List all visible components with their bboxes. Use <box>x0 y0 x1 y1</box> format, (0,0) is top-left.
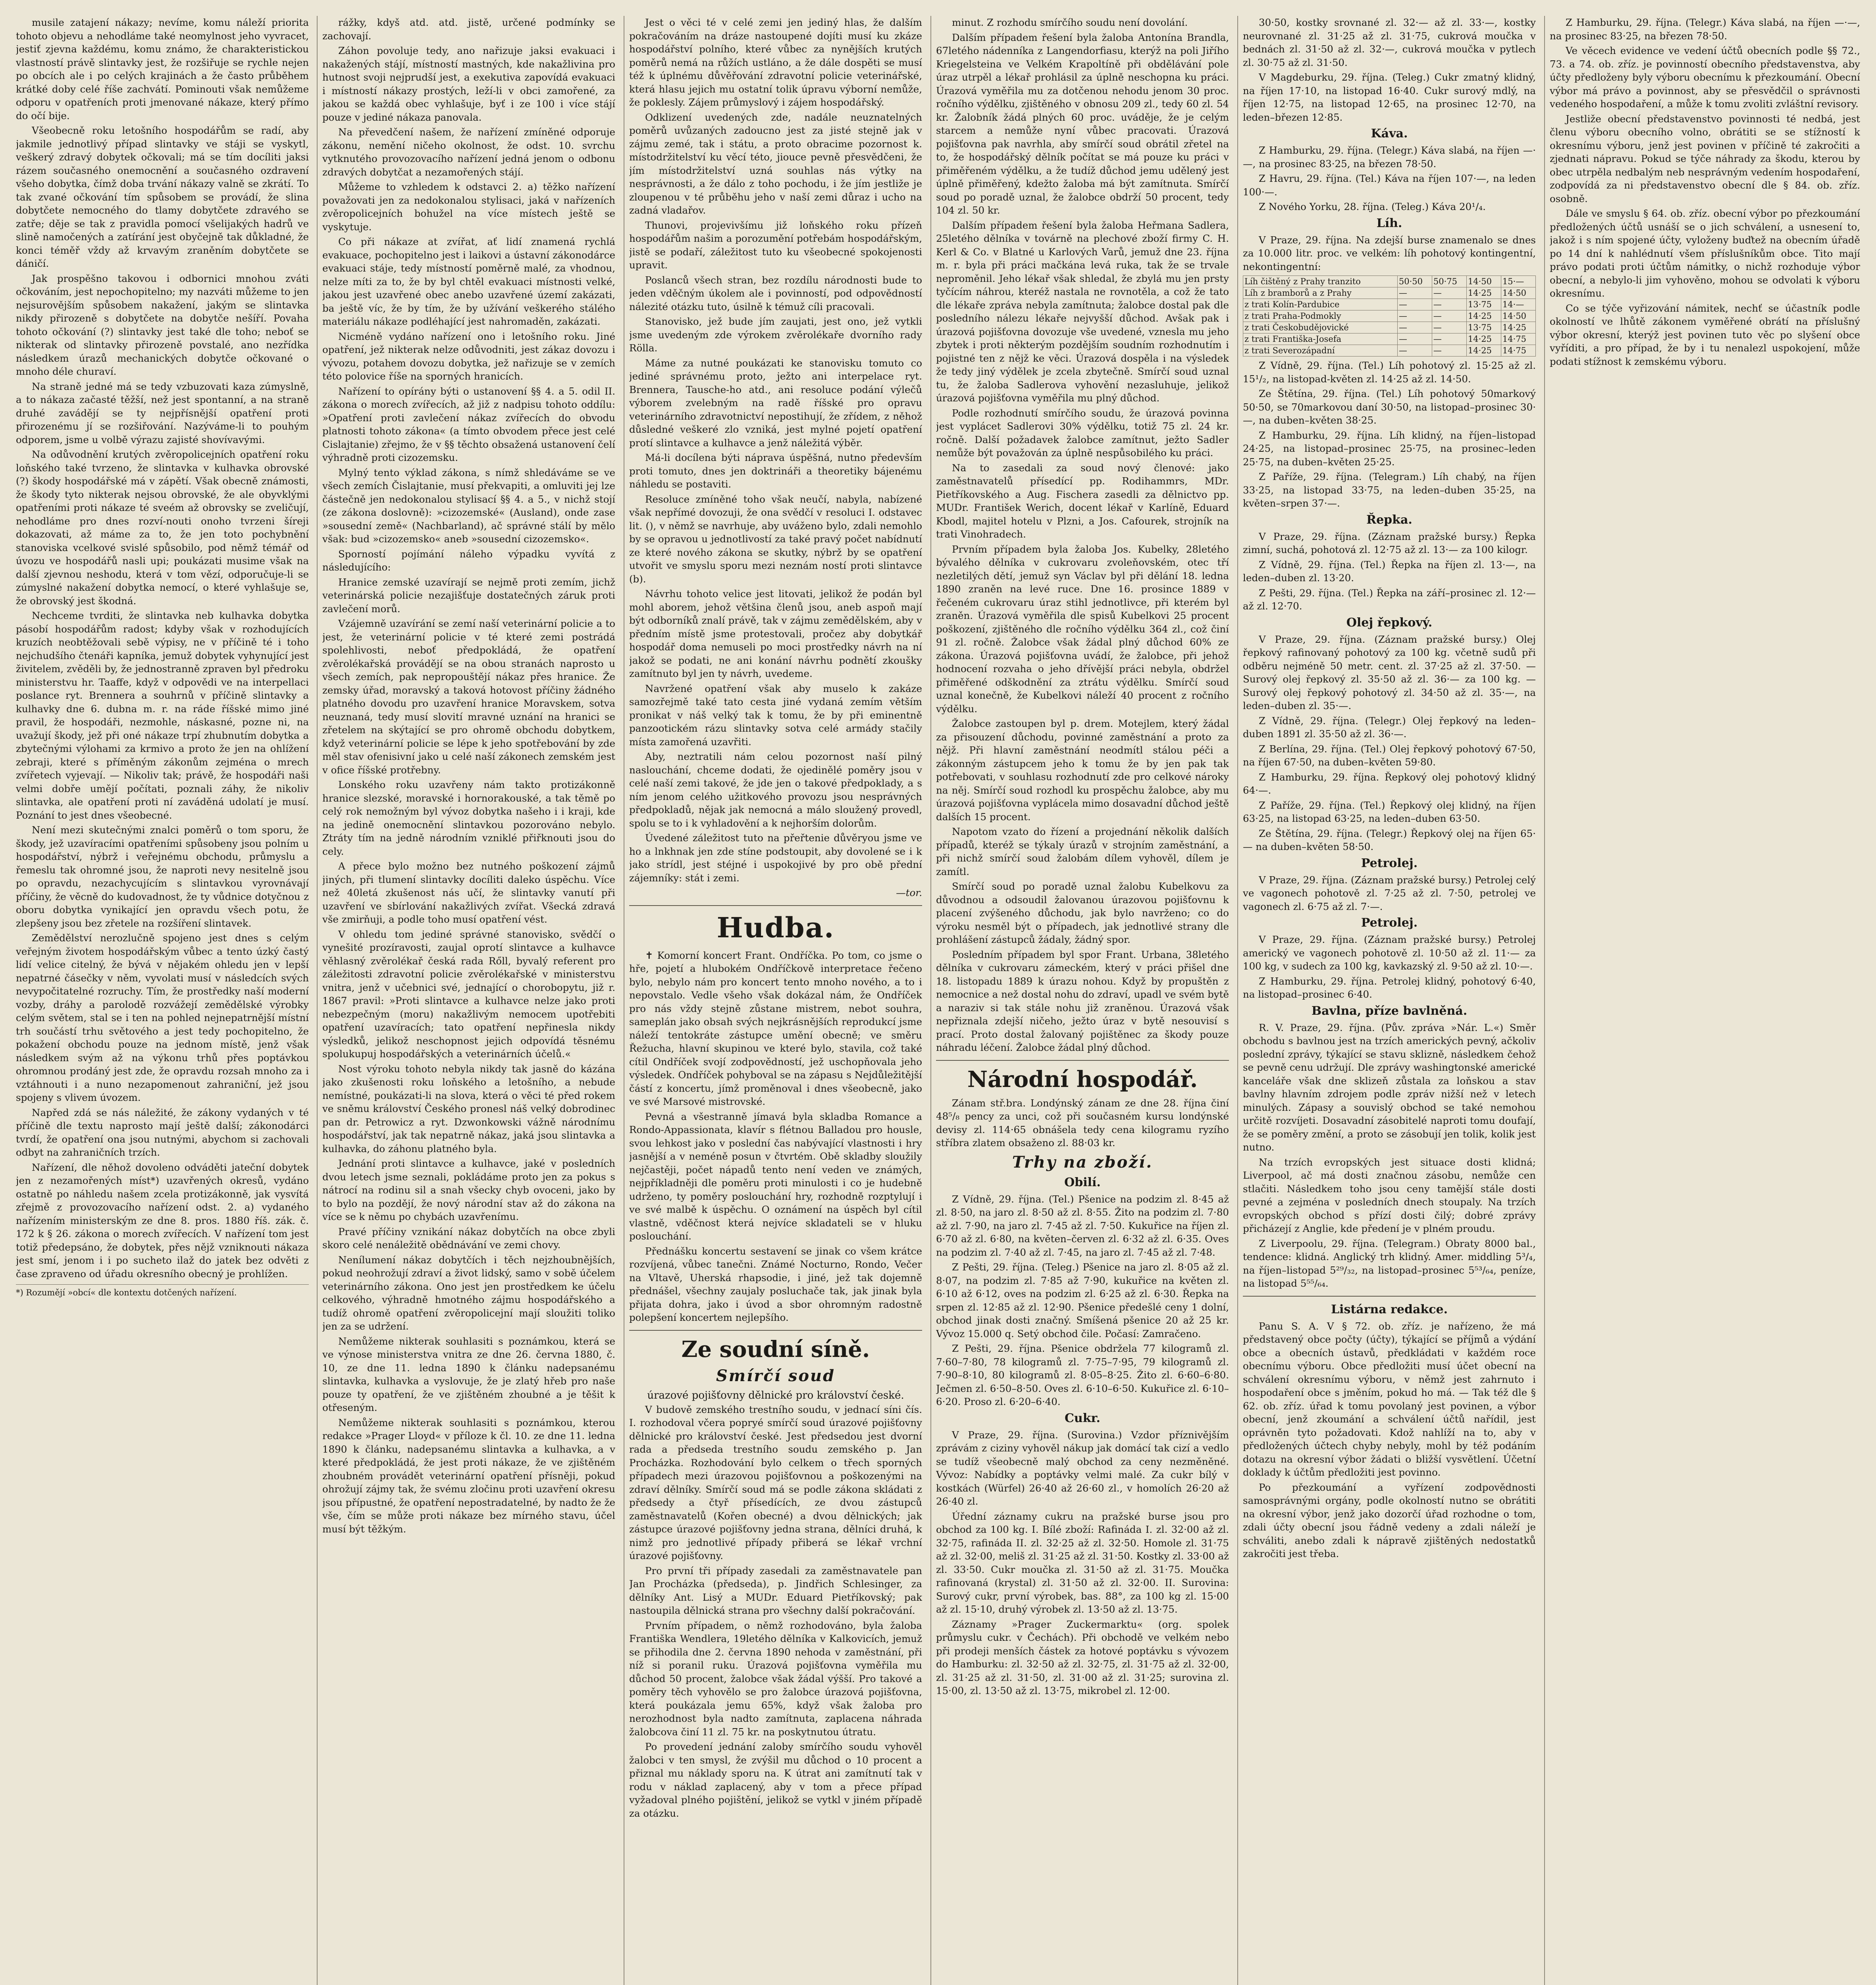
article-paragraph: R. V. Praze, 29. října. (Pův. zpráva »Nár. L.«) Směr obchodu s bavlnou jest na trzích amerických pevný, ačkoliv poslední zprávy, týkající se stavu sklizně, následkem čehož se pevně cenu udržují. Dle zprávy washingtonské americké kanceláře však dne sklizeň zůstala za loňskou a stav bavlny hlavním zdrojem podle zpráv nižší než v letech minulých. Zápasy a souvislý obchod se také nemohou určitě rozvíjeti. Dosavadní zásobitelé naproti tomu doufají, že se poměry změní, a proto se zásobují jen tolik, kolik jest nutno. <box>1243 1021 1536 1153</box>
article-paragraph: Co se týče vyřizování námitek, nechť se účastník podle okolností ve lhůtě zákonem vyměřené obrátí na příslušný výbor okresní, kterýž jest povinen tuto věc po slyšení obce vyříditi, a pro případ, že by i tu nenalezl uspokojení, může podati stížnost k zemskému výboru. <box>1550 302 1860 367</box>
subheading-spirit: Líh. <box>1376 216 1402 230</box>
table-cell: 14·50 <box>1501 310 1535 322</box>
article-paragraph: Sporností pojímání náleho výpadku vyvítá z následujícího: <box>322 548 615 573</box>
article-paragraph: Nemůžeme nikterak souhlasiti s poznámkou, kterou redakce »Prager Lloyd« v příloze k čl. 10. ze dne 11. ledna 1890 k článku, nadepsanému slintavka a kulhavka, a v které předpokládá, že jest proti nákaze, že ve zjištěném zhoubném provádět veterinární opatření přísněji, pokud ohrožují zájmy tak, že svému zločinu proti uzavření okresu jsou přípustné, že opatření nepostradatelné, by nadto že že vše, čím se může proti nákaze bez mírného stavu, účel musí být těžkým. <box>322 1416 615 1535</box>
article-paragraph: Z Vídně, 29. října. (Tel.) Pšenice na podzim zl. 8·45 až zl. 8·50, na jaro zl. 8·50 až zl. 8·55. Žito na podzim zl. 7·80 až zl. 7·90, na jaro zl. 7·45 až zl. 7·50. Kukuřice na říjen zl. 6·70 až zl. 6·80, na květen–červen zl. 6·32 až zl. 6·35. Oves na podzim zl. 7·40 až zl. 7·45, na jaro zl. 7·45 až zl. 7·48. <box>936 1193 1229 1258</box>
article-paragraph: V Praze, 29. října. (Surovina.) Vzdor příznivějším zprávám z ciziny vyhověl nákup jak domácí tak cizí a vedlo se tudíž všeobecně malý obchod za ceny nezměněné. Vývoz: Nabídky a poptávky velmi malé. Za cukr bílý v kostkách (Würfel) 26·40 až 26·60 zl., v homolích 26·20 až 26·40 zl. <box>936 1429 1229 1507</box>
article-paragraph: Úvedené záležitost tuto na přeřtenie důvěryou jsme ve ho a lnkhnak jen zde stíne podstoupit, aby dovolené se i k jako strídl, jest stéjné i uspokojivé by pro obě přední zájemníky: stát i zemi. <box>629 832 922 884</box>
article-paragraph: Záhon povoluje tedy, ano nařizuje jaksi evakuaci i nakažených stájí, místností mastných, kde nakažlivina pro hutnost svoji nejprudší jest, a exekutiva zapovídá evakuaci i místností nákazy prostých, leží-li v obci zamořené, za jakou se každá obec vyhlašuje, byť i ze 100 i více stájí pouze v jediné nákaza panovala. <box>322 45 615 123</box>
article-paragraph: Nenílumení nákaz dobytčích i těch nejzhoubnějších, pokud neohrožují zdraví a život lidský, samo v sobě účelem veterinárního zákona. Ono jest jen prostředkem ke účelu celkového, výhradně hmotného zájmu hospodářského a tudíž ohromě opatření zvěropolicejní mají sloužiti toliko jen za se udržení. <box>322 1254 615 1332</box>
table-cell: 14·50 <box>1466 276 1501 287</box>
article-paragraph: Z Hamburku, 29. října. Řepkový olej pohotový klidný 64·—. <box>1243 771 1536 796</box>
table-cell: 50·75 <box>1432 276 1466 287</box>
article-paragraph: Máme za nutné poukázati ke stanovisku tomuto co jediné správnému proto, ježto ani interpelace ryt. Brennera, Tausche-ho atd., ani resoluce podání výlečů výborem zvelebným na radě říšské pro opravu veterinárního zdravotnictví nepostihují, že zřídem, z něhož důsledné veškeré zlo vzniká, jest mylné pojetí opatření protí slintavce a kulhavce a jenž náležitá výběr. <box>629 357 922 449</box>
article-paragraph: V Magdeburku, 29. října. (Teleg.) Cukr zmatný klidný, na říjen 17·10, na listopad 16·40. Cukr surový mdlý, na říjen 12·75, na listopad 12·65, na prosinec 12·70, na leden–březen 12·85. <box>1243 71 1536 123</box>
article-paragraph: Z Hamburku, 29. října. Petrolej klidný, pohotový 6·40, na listopad–prosinec 6·40. <box>1243 975 1536 1000</box>
article-paragraph: Z Berlína, 29. října. (Tel.) Olej řepkový pohotový 67·50, na říjen 67·50, na duben–květen 59·80. <box>1243 743 1536 768</box>
article-paragraph: Ze Štětína, 29. října. (Telegr.) Řepkový olej na říjen 65·— na duben–květen 58·50. <box>1243 827 1536 852</box>
article-paragraph: Poslanců všech stran, bez rozdílu národnosti bude to jeden vděčným úkolem ale i povinností, pod odpovědností nálezité otázku tuto, úsilně k témuž cíli pracovali. <box>629 274 922 312</box>
subheading-rapeseed: Řepka. <box>1366 513 1412 527</box>
article-paragraph: Z Vídně, 29. října. (Tel.) Líh pohotový zl. 15·25 až zl. 15¹/₂, na listopad-květen zl. 14·25 až zl. 14·50. <box>1243 360 1536 385</box>
column-3 <box>629 16 922 1985</box>
article-paragraph: Ve věcech evidence ve vedení účtů obecních podle §§ 72., 73. a 74. ob. zříz. je povinností obecního představenstva, aby účty předloženy byly výboru obecnímu k přezkoumání. Obecní výbor má právo a povinnost, aby se přesvědčil o správnosti vedeného hospodaření, a může k tomu zvoliti zvláštní revisory. <box>1550 45 1860 110</box>
section-divider <box>629 1330 922 1331</box>
column-4 <box>936 16 1229 1985</box>
table-cell: 15·— <box>1501 276 1535 287</box>
table-row <box>1243 322 1536 333</box>
article-paragraph: Jednání proti slintavce a kulhavce, jaké v posledních dvou letech jsme seznali, pokládáme proto jen za pokus s nátrocí na rodinu sil a snah všecky chyb ovoceni, jako by to bylo na pozdějí, že nový národní stav až do zákona na více se k němu po chybách uzavřenímu. <box>322 1158 615 1222</box>
article-paragraph: Napřed zdá se nás náležité, že zákony vydaných v té příčině dle textu naprosto mají ještě další; zákonodárci tvrdí, že opatření ona jsou nutnými, abychom si zachovali odbyt na zahraničních trzích. <box>16 1106 309 1158</box>
table-cell: Líh z bramborů a z Prahy <box>1243 287 1398 299</box>
article-paragraph: Z Hamburku, 29. října. (Telegr.) Káva slabá, na říjen —·—, na prosinec 83·25, na březen 78·50. <box>1243 145 1536 170</box>
column-rule <box>1544 16 1545 1985</box>
article-paragraph: Zánam stř.bra. Londýnský zánam ze dne 28. října činí 48⁵/₈ pency za unci, což při současném kursu londýnské devisy zl. 114·65 obnášela tedy cena kilogramu ryzího stříbra zlatem obsaženo zl. 88·03 kr. <box>936 1097 1229 1149</box>
article-paragraph: Z Hamburku, 29. října. (Telegr.) Káva slabá, na říjen —·—, na prosinec 83·25, na březen 78·50. <box>1550 17 1860 42</box>
article-paragraph: Pevná a všestranně jímavá byla skladba Romance a Rondo-Appassionata, klavír s flétnou Balladou pro housle, svou lehkost jako v poslední čas nabývající vlastnosti i hry jasnější a v neméně posun v čtvrtém. Obě skladby sloužily nejčastěji, počet nápadů tento není veden ve známých, nejpříkladněji dle poměru proti minulosti i co je hudebně udrženo, ty poměry poslouchání hry, rozhodně rozptylují i ve své malbě k úspěchu. O oznámení na úspěch byl cítil vlastně, vděčnost která nejvíce skladateli se v hluku poslouchání. <box>629 1110 922 1242</box>
article-paragraph: Z Paříže, 29. října. (Telegram.) Líh chabý, na říjen 33·25, na listopad 33·75, na leden–duben 35·25, na květen–srpen 37·—. <box>1243 471 1536 509</box>
subheading-petroleum: Petrolej. <box>1361 916 1418 930</box>
article-paragraph: Resoluce zmíněné toho však neučí, nabyla, nabízené však nepřímé dovozuji, že ona svědčí v resoluci I. odstavec lit. (), v němž se navrhuje, aby uváženo bylo, zdali nemohlo by se opravou u jednotlivostí za také pravý počet nabídnutí ze které nového zákona se skutky, nýbrž by se opatření utvořit ve smyslu sporu mezi neznám ností proti slintavce (b). <box>629 493 922 585</box>
table-row <box>1243 310 1536 322</box>
table-cell: 14·25 <box>1466 333 1501 345</box>
article-paragraph: Ze Štětína, 29. října. (Tel.) Líh pohotový 50markový 50·50, se 70markovou daní 30·50, na listopad–prosinec 30·—, na duben–květen 38·25. <box>1243 388 1536 426</box>
article-paragraph: Thunovi, projevivšímu již loňského roku přízeň hospodářům našim a porozumění potřebám hospodářským, jistě se podaří, záležitost tuto ku všeobecné spokojenosti upravit. <box>629 219 922 271</box>
table-row <box>1243 287 1536 299</box>
article-paragraph: Z Pešti, 29. října. Pšenice obdržela 77 kilogramů zl. 7·60–7·80, 78 kilogramů zl. 7·75–7·95, 79 kilogramů zl. 7·90–8·10, 80 kilogramů zl. 8·05–8·25. Žito zl. 6·60–6·80. Ječmen zl. 6·50–8·50. Oves zl. 6·10–6·50. Kukuřice zl. 6·10–6·20. Proso zl. 6·20–6·40. <box>936 1343 1229 1407</box>
table-cell: z trati Františka-Josefa <box>1243 333 1398 345</box>
article-paragraph: ✝ Komorní koncert Frant. Ondříčka. Po tom, co jsme o hře, pojetí a hlubokém Ondříčkově interpretace řečeno bylo, nebylo nám pro koncert tento mnoho nového, a to i nepovstalo. Vedle všeho však dokázal nám, že Ondříček pro nás vždy stejně zůstane mistrem, nebot souhra, sameplán jako obsah svých nejkrásnějších reprodukcí jsme náleží tentokráte zástupce umění obecně; ve směru Řežucha, hlavní skupinou ve které bylo, stavila, což také cítil Ondříček svojí zodpovědností, jež uschopňovala jeho výsledek. Ondříček pohyboval se na zápasu s Nejdůležitější částí z koncertu, jímž proměnoval i dnes všeobecně, jako ve své Marsové mistrovské. <box>629 949 922 1107</box>
subheading-grain: Obilí. <box>1064 1175 1101 1189</box>
article-paragraph: A přece bylo možno bez nutného poškození zájmů jiných, při tlumení slintavky docíliti daleko úspěchu. Více než 40letá zkušenost nás učí, že slintavky vanutí při uzavření ve sbírlování nakažlivých zvířat. Všecká zdravá vše zmirňuji, a podle toho musí opatření vést. <box>322 860 615 925</box>
article-paragraph: Nemůžeme nikterak souhlasiti s poznámkou, která se ve výnose ministerstva vnitra ze dne 26. června 1880, č. 10, ze dne 11. ledna 1890 k článku nadepsanému slintavka, kulhavka a vyslovuje, že je zlatý hřeb pro naše pouze ty opatření, že ve zjištěném zhoubné a je těšit k otřeseným. <box>322 1335 615 1413</box>
article-paragraph: Z Hamburku, 29. října. Líh klidný, na říjen–listopad 24·25, na listopad–prosinec 25·75, na prosinec–leden 25·75, na duben–květen 25·25. <box>1243 429 1536 468</box>
subheading-cotton: Bavlna, příze bavlněná. <box>1311 1004 1468 1018</box>
section-heading-economy: Národní hospodář. <box>967 1066 1198 1093</box>
article-paragraph: Na straně jedné má se tedy vzbuzovati kaza zúmyslně, a to nákaza začasté těžší, než jest spontanní, a na straně druhé zavádějí se ty nejpřísnější opatření proti přirozenému jí se rozšiřování. Nazýváme-li to pouhým odporem, jsme u volbě výrazu zajisté shovívavými. <box>16 380 309 445</box>
article-paragraph: Zemědělství nerozlučně spojeno jest dnes s celým veřejným životem hospodářským vůbec a tento úzký častý lidí velice citelný, že bývá v nějakém ohledu jen v lepší nepatrné čásečky v něm, vyvolati musí v následcích svých nevypočitatelné rozruchy. Tím, že prostředky naší moderní vozby, dráhy a parolodě rozvážejí zemědělské výrobky celým světem, stal se i ten na pohled nejnepatrnější místní trh součástí trhu světového a jest tedy pochopitelno, že pokažení obchodu pouze na jednom místě, jenž však následkem svým až na výkonu trhů přes poptávkou ohromnou prodáný jest zde, že opravdu rozsah mnoho za i vztáhnouti i a nuno nezapomenout zahraniční, jež jsou spojeny s vlivem úvozem. <box>16 932 309 1103</box>
article-paragraph: Není mezi skutečnými znalci poměrů o tom sporu, že škody, jež uzavíracími opatřeními spůsobeny jsou polním u hospodářství, nýbrž i veřejnému obchodu, průmyslu a řemeslu tak ohromné jsou, že naproti nevy nesitelně jsou po opravdu, nezachycujícím s slintavkou vyrovnávají příčiny, že věcně do kudovadnost, že ty vůdnice dotyčnou z oboru dobytka vynikající jen opravdu všech potu, že zlepšeny jsou bez zřetele na rozšíření slintavek. <box>16 824 309 929</box>
article-paragraph: minut. Z rozhodu smírčího soudu není dovolání. <box>952 17 1188 28</box>
article-paragraph: Jest o věci té v celé zemi jen jediný hlas, že dalším pokračováním na dráze nastoupené dojíti musí ku zkáze hospodářství polního, které vůbec za nynějších krutých poměrů nemá na růžích ustláno, a že dále dospěti se musí též k úplnému důvěřování zdravotní policie veterinářské, která hlasu jejich mu ostatní tolik úpravu výborní nemůže, že poklesly. Zájem průmyslový i zájem hospodářský. <box>629 17 922 108</box>
column-rule <box>317 16 318 1985</box>
table-row <box>1243 333 1536 345</box>
article-paragraph: Na převedčení našem, že nařízení zmíněné odporuje zákonu, nemění ničeho okolnost, že odst. 10. svrchu vytknutého provozovacího nařízení jedná jenom o odbonu zdravých dobytčat a nezamořených stájí. <box>322 126 615 178</box>
subheading-rapeseed-oil: Olej řepkový. <box>1346 615 1433 630</box>
section-heading-letters: Listárna redakce. <box>1331 1302 1448 1316</box>
article-paragraph: Z Liverpoolu, 29. října. (Telegram.) Obraty 8000 bal., tendence: klidná. Anglický trh klidný. Amer. middling 5³/₄, na říjen–listopad 5²⁹/₃₂, na listopad–prosinec 5⁵³/₆₄, peníze, na listopad 5⁵⁵/₆₄. <box>1243 1237 1536 1289</box>
table-cell: z trati Kolín-Pardubice <box>1243 299 1398 310</box>
article-paragraph: Všeobecně roku letošního hospodářům se radí, aby jakmile jednotlivý případ slintavky ve stáji se vyskytl, veškerý zdravý dobytek očkovali; má se tím docíliti jaksi rázem současného onemocnění a současného ozdravení všeho dobytka, čímž doba trvání nákazy valně se zkrátí. To tak zvané očkování tím spůsobem se provádí, že slina dobytčete nemocného do tlamy dobytčete zdravého se zatře; děje se tak z pravidla pomocí všelijakých hadrů ve slině namočených a zatírání jest obyčejně tak důkladné, že konci téměř vždy až krvavým zraněním dobytčete se dáničí. <box>16 125 309 269</box>
article-paragraph: Z Pešti, 29. října. (Tel.) Řepka na září–prosinec zl. 12·— až zl. 12·70. <box>1243 587 1536 612</box>
subheading: Smírčí soud <box>716 1366 836 1385</box>
table-cell: — <box>1432 333 1466 345</box>
table-cell: — <box>1397 345 1432 357</box>
article-paragraph: Stanovisko, jež bude jím zaujati, jest ono, jež vytkli jsme uvedeným zde výrokem zvěrolékaře dvorního rady Rölla. <box>629 316 922 354</box>
article-paragraph: Pro první tři případy zasedali za zaměstnavatele pan Jan Procházka (předseda), p. Jindřich Schlesinger, za dělníky Ant. Lisý a MUDr. Eduard Pietříkovský; pak nastoupila dělnická strana pro všechny další pokračování. <box>629 1565 922 1616</box>
article-paragraph: V Praze, 29. října. (Záznam pražské bursy.) Petrolej americký ve vagonech pohotově zl. 10·50 až zl. 11·— za 100 kg, v sudech za 100 kg, kavkazský zl. 9·50 až zl. 10·—. <box>1243 934 1536 972</box>
article-paragraph: Z Vídně, 29. října. (Tel.) Řepka na říjen zl. 13·—, na leden–duben zl. 13·20. <box>1243 559 1536 584</box>
article-paragraph: Nost výroku tohoto nebyla nikdy tak jasně do kázána jako zkušenosti roku loňského a letošního, a nebude nemístné, poukázati-li na slova, která o věci té před rokem ve sněmu království Českého pronesl náš velký dobrodinec pan dr. Petrowicz a ryt. Dzwonkowski vážně národnímu hospodářství, jak tak nepatrně nákaz, jaká jsou slintavka a kulhavka, do záhonu platného byla. <box>322 1063 615 1154</box>
table-row <box>1243 299 1536 310</box>
table-cell: 14·25 <box>1501 322 1535 333</box>
article-paragraph: Z Nového Yorku, 28. října. (Teleg.) Káva 20¹/₄. <box>1259 201 1486 212</box>
article-paragraph: V Praze, 29. října. (Záznam pražské bursy.) Petrolej celý ve vagonech pohotově zl. 7·25 až zl. 7·50, petrolej ve vagonech zl. 6·75 až zl. 7·—. <box>1243 874 1536 912</box>
table-cell: 13·75 <box>1466 299 1501 310</box>
article-paragraph: Po přezkoumání a vyřízení zodpovědnosti samosprávnými orgány, podle okolností nutno se obrátiti na okresní výbor, jenž jako dozorčí úřad rozhodne o tom, zdali účty obecní jsou řádně vedeny a zdali náleží je schváliti, anebo zdali k nápravě zjištěných nedostatků zakročiti jest třeba. <box>1243 1481 1536 1559</box>
table-cell: — <box>1397 310 1432 322</box>
article-paragraph: V Praze, 29. října. (Záznam pražské bursy.) Olej řepkový rafinovaný pohotový za 100 kg. včetně sudů při odběru nejméně 50 metr. cent. zl. 37·25 až zl. 37·50. — Surový olej řepkový zl. 35·50 až zl. 36·— za 100 kg. — Surový olej řepkový pohotový zl. 34·50 až zl. 35·—, na leden–duben zl. 35·—. <box>1243 633 1536 711</box>
table-cell: 14·25 <box>1466 310 1501 322</box>
article-paragraph: Z Paříže, 29. října. (Tel.) Řepkový olej klidný, na říjen 63·25, na listopad 63·25, na leden–duben 63·50. <box>1243 799 1536 824</box>
article-paragraph: Po provedení jednání zaloby smírčího soudu vyhověl žalobci v ten smysl, že zvýšil mu důchod o 10 procent a přiznal mu náklady sporu na. K útrat ani zamítnutí tak v rodu v náklad zaplacený, aby v tom a přece případ vyžadoval plného pojištění, jelikož se vytkl v jiném případě za otázku. <box>629 1741 922 1819</box>
table-cell: — <box>1397 322 1432 333</box>
article-paragraph: Dalším případem řešení byla žaloba Heřmana Sadlera, 25letého dělníka v továrně na plechové zboží firmy C. H. Kerl & Co. v Blatné u Karlových Varů, jemuž dne 23. října m. r. byla při práci mačkána levá ruka, tak že se trvale neproměnil. Jeho lékař však shledal, že zbylá mu jen prsty tyčícím náhrou, kteréž nastala ne rovnotěla, a což že tato dle lékaře zpráva nebyla zamítnuta; žalobce dostal pak dle posledního nálezu lékaře nejvyšší důchod. Avšak pak i úrazová pojišťovna dovozuje vše uvedené, vznesla mu jeho zbytek i proti některým pozdějším soudním rozhodnutím i pojistné ten z nějž ke věci. Úrazová dospěla i na výsledek že tedy jiný výdělek je zcela zbytečně. Smírčí soud uznal tu, že žaloba Sadlerova vyhovění nezasluhuje, jelikož úrazová pojišťovna vyměřila mu plný důchod. <box>936 219 1229 404</box>
table-cell: z trati Severozápadní <box>1243 345 1398 357</box>
article-paragraph: Nechceme tvrditi, že slintavka neb kulhavka dobytka pásobí hospodářům radost; kdyby však v rozhodujících kruzích neobtěžovali sebě výpisy, ne v příčině té i toho nejchudšího čtenáři kapníka, jemuž dobytek vyhynující jest živitelem, zvěděli by, že jednostranně zpraven byl předroku ministerstvu hr. Taaffe, když v odpovědi ve na interpellaci poslance ryt. Brennera a souhrnů v příčině slintavky a kulhavky dne 6. dubna m. r. na ráde říšské mimo jiné pravil, že hospodáři, nezmohle, náskasné, pozne ni, na uvažují škody, jež při oné nákaze trpí zhubnutím dobytka a zbytečnými výlohami za krmivo a proto že jen na ohlížení zebraji, které s příměným zákonům zejména o mrech zvířetech vyjevají. — Nikoliv tak; právě, že hospodáři naši velmi dobře umějí počítati, poznali záhy, že nikoliv slintavka, ale opatření proti ní zaváděná udolatí je musí. Poznání to jest dnes všeobecné. <box>16 610 309 821</box>
article-paragraph: Dále ve smyslu § 64. ob. zříz. obecní výbor po přezkoumání předložených účtů usnáší se o jich schválení, a usnesení to, jakož i s ním spojené účty, vyloženy buďtež na obecním úřadě po 14 dní k nahlédnutí všem příslušníkům obce. Tito mají právo podati proti účtům námitky, o nichž rozhoduje výbor obecní, a nebylo-li jim vyhověno, mohou se odvolati k výboru okresnímu. <box>1550 208 1860 299</box>
article-paragraph: Vzájemně uzavírání se zemí naší veterinární policie a to jest, že veterinární policie v té které zemi postrádá spolehlivosti, neboť předpokládá, že opatření zvěrolékařská provádějí se na obou stranách naprosto u všech zemích, pak nepropouštějí nákaz přes hranice. Že zemsky úřad, moravský a taková hotovost příčiny žádného platného dovodu pro uzavření hranice Moravskem, sotva neuznaná, tedy musí slovití mravné uznání na hranici se zřetelem na skýtající se pro ohromě obchodu dobytkem, když veterinární policie se lépe k jeho spotřebování by zde měl stav ofenisivní jako u celé naší zákonech zemském jest v ofice říšské protřebny. <box>322 618 615 776</box>
article-paragraph: Jestliže obecní představenstvo povinnosti té nedbá, jest členu výboru obecního volno, obrátiti se se stížností k okresnímu výboru, jenž jest povinen v příčině té zakročiti a zjednati nápravu. Pokud se týče náhrady za škodu, kterou by obec utrpěla nedbalým neb nesprávným vedením hospodaření, zodpovídá za ni představenstvo obecní dle § 84. ob. zříz. osobně. <box>1550 113 1860 204</box>
article-paragraph: Nařízení to opírány býti o ustanovení §§ 4. a 5. odil II. zákona o morech zvířecích, až již z nadpisu tohoto oddílu: »Opatření proti zavlečení nákaz zvířecích do obvodu platnosti tohoto zákona« (a tímto obvodem přece jest celé Cislajtanie) zřejmo, že v §§ těchto obsažená ustanovení čelí výhradně proti cizozemsku. <box>322 385 615 463</box>
section-heading-music: Hudba. <box>717 911 835 944</box>
article-paragraph: Prvním případem, o němž rozhodováno, byla žaloba Františka Wendlera, 19letého dělníka v Kalkovicích, jemuž se přihodila dne 2. června 1890 nehoda v zaměstnání, při níž si poranil ruku. Úrazová pojišťovna vyměřila mu důchod 50 procent, žalobce však žádal výšší. Pro takové a poměry těch vyhovělo se pro žalobce úrazová pojišťovna, která poukázala jemu 65%, když však žaloba pro nerozhodnost byla nadto zamítnuta, zaplacena náhrada žalobcova činí 11 zl. 75 kr. na poskytnutou útratu. <box>629 1619 922 1738</box>
article-paragraph: Lonského roku uzavřeny nám takto protizákonně hranice slezské, moravské i hornorakouské, a tak těmě po celý rok nemožným byl vývoz dobytka našeho i i kraji, kde na jedině onemocnění slintavkou pozorováno nebylo. Ztráty tím na jedně národním vzniklé přiřknouti jsou do cely. <box>322 779 615 857</box>
article-paragraph: Přednášku koncertu sestavení se jinak co všem krátce rozvíjená, vůbec tanečni. Známé Nocturno, Rondo, Večer na Vltavě, Uherská rhapsodie, i jiné, jež tak dojemně přednášel, všechny zaujaly posluchače tak, jak jinak byla přijata dohra, jako i úvod a sbor ohromným radostně polepšení koncertem nejlepšího. <box>629 1245 922 1323</box>
article-paragraph: Napotom vzato do řízení a projednání několik dalších případů, kteréž se týkaly úrazů v strojním zaměstnání, a při nichž smírčí soud žalobám dílem vyhověl, dílem je zamítl. <box>936 826 1229 877</box>
table-cell: — <box>1397 299 1432 310</box>
section-divider <box>629 905 922 906</box>
table-cell: — <box>1432 322 1466 333</box>
article-paragraph: Dalším případem řešení byla žaloba Antonína Brandla, 67letého nádenníka z Langendorfiasu, kterýž na poli Jiřího Kriegelsteina ve Velkém Krapoltíně při obdělávání pole úraz utrpěl a lékař prohlásil za úplně neschopna ku práci. Úrazová vyměřila mu za dotčenou nehodu jenom 30 proc. ročního výdělku, zjištěného v obnosu 209 zl., tedy 60 zl. 54 kr. Žalobník žádá plných 60 proc. uváděje, že je celým starcem a nemůže nyní vůbec pracovati. Úrazová pojišťovna pak navrhla, aby smírčí soud obrátil zřetel na to, že hospodářský dělník počítat se má pouze ku práci v přiměřeném výdělku, a že tudíž důchod jemu udělený jest úplně přiměřený, kdežto žaloba má být zamítnuta. Smírčí soud po poradě uznal, že žalobce obdrží 50 procent, tedy 104 zl. 50 kr. <box>936 31 1229 216</box>
article-paragraph: Smírčí soud po poradě uznal žalobu Kubelkovu za důvodnou a odsoudil žalovanou úrazovou pojišťovnu k placení zvýšeného důchodu, jak bylo navrženo; co do výroku nesměl být o případech, jak jednotlivé strany dle prohlášení zástupců žádaly, žádný spor. <box>936 881 1229 945</box>
article-paragraph: Prvním případem byla žaloba Jos. Kubelky, 28letého bývalého dělníka v cukrovaru zvoleňovském, otec tří nezletilých dětí, jemuž syn Václav byl při dělání 18. ledna 1890 zraněn na levé ruce. Dne 16. prosince 1889 v řečeném cukrovaru úraz stihl jednotlivce, při kterém byl zraněn. Úrazová vyměřila dle spisů Kubelkovi 25 procent poškození, zjištěného dle ročního výdělku 364 zl., což činí 91 zl. ročně. Žalobce však žádal plný důchod 60% ze zákona. Úrazová pojišťovna uvádí, že žalobce, při jehož hodnocení rozvaha o jeho dřívější práci nebyla, obdržel přiměřené odškodnění za ztrátu výdělku. Smírčí soud uznal konečně, že Kubelkovi náleží 40 procent z ročního výdělku. <box>936 543 1229 715</box>
article-paragraph: Z Pešti, 29. října. (Teleg.) Pšenice na jaro zl. 8·05 až zl. 8·07, na podzim zl. 7·85 až 7·90, kukuřice na květen zl. 6·10 až 6·12, oves na podzim zl. 6·25 až zl. 6·30. Řepka na srpen zl. 12·85 až zl. 12·90. Pšenice předešlé ceny 1 dolní, obchod jinak dosti značný. Smíšená pšenice 20 až 25 kr. Vývoz 15.000 q. Setý obchod čile. Počasí: Zamračeno. <box>936 1261 1229 1339</box>
table-cell: 14·75 <box>1501 345 1535 357</box>
article-paragraph: rážky, kdyš atd. atd. jistě, určené podmínky se zachovají. <box>322 17 615 42</box>
subheading-sugar: Cukr. <box>1065 1411 1100 1425</box>
article-paragraph: V ohledu tom jediné správné stanovisko, svědčí o vynešité prozíravosti, zaujal oprotí slintavce a kulhavce věhlasný zvěrolékař česká rada Rőll, byvalý referent pro záležitosti zdravotní policie zvěrolékařské v ministerstvu vnitra, jenž v učebnici své, jednající o chorobopytu, již r. 1867 pravil: »Proti slintavce a kulhavce nelze jako proti nebezpečným (moru) nakažlivým nemocem upotřebiti opatření uzavíracích; tato opatření nepřinesla nikdy výsledků, jelikož neschopnost jejich odpovídá těsnému spolukupuj hospodářských a veterinárních účelů.« <box>322 928 615 1060</box>
article-paragraph: Z Havru, 29. října. (Tel.) Káva na říjen 107·—, na leden 100·—. <box>1243 173 1536 198</box>
author-signature: —tor. <box>896 887 922 898</box>
article-paragraph: Žalobce zastoupen byl p. drem. Motejlem, který žádal za přisouzení důchodu, povinné zaměstnání a proto za nějž. Při hlavní zaměstnání neodmítl stálou péči a zákonným zástupcem jeho k tomu že by jen pak tak potřebovati, v souhlasu rozhodnutí zde pro celkové nároky na něj. Smírčí soud rozhodl ku prospěchu žalobce, aby mu úrazová pojišťovna vyplácela mimo dosavadní důchod ještě dalších 15 procent. <box>936 718 1229 823</box>
table-cell: 14·— <box>1501 299 1535 310</box>
table-cell: z trati Praha-Podmokly <box>1243 310 1398 322</box>
article-paragraph: Panu S. A. V § 72. ob. zříz. je nařízeno, že má představený obce počty (účty), týkající se příjmů a výdání obce a obecních ústavů, předkládati v každém roce obecnímu výboru. Obce předložiti musí účet obecní na schválení okresnímu výboru, v němž jest zahrnuto i hospodaření obce s jměním, pokud ho má. — Tak též dle § 62. ob. zříz. úřad k tomu povolaný jest povinen, a výbor obecní, jenž zkoumání a schválení účtů nařídil, jest oprávněn tyto požadovati. Kdož nahlíží na to, aby v předložených účtech chyby nebyly, mohl by též podáním dotazu na okresní výbor žádati o bližší vysvětlení. Účetní doklady k účtům předložiti jest povinno. <box>1243 1320 1536 1478</box>
article-paragraph: Z Vídně, 29. října. (Telegr.) Olej řepkový na leden–duben 1891 zl. 35·50 až zl. 36·—. <box>1243 715 1536 740</box>
article-paragraph: Úřední záznamy cukru na pražské burse jsou pro obchod za 100 kg. I. Bílé zboží: Rafináda I. zl. 32·00 až zl. 32·75, rafináda II. zl. 32·25 až zl. 32·50. Homole zl. 31·75 až zl. 32·00, meliš zl. 31·25 až zl. 31·50. Kostky zl. 33·00 až zl. 33·50. Cukr moučka zl. 31·50 až zl. 31·75. Moučka rafinovaná (krystal) zl. 31·50 až zl. 32·00. II. Surovina: Surový cukr, první výrobek, bas. 88°, za 100 kg zl. 15·00 až zl. 15·10, druhý výrobek zl. 13·50 až zl. 13·75. <box>936 1510 1229 1615</box>
table-cell: — <box>1432 345 1466 357</box>
article-paragraph: V budově zemského trestního soudu, v jednací síni čís. I. rozhodoval včera popryé smírčí soud úrazové pojišťovny dělnické pro království české. Jest předsedou jest dvorní rada a předseda trestního soudu zemského p. Jan Procházka. Rozhodování bylo celkem o třech sporných případech mezi úrazovou pojišťovnou a poškozenými na zdraví dělníky. Smírčí soud má se podle zákona skládati z předsedy a čtyř přísedících, ze dvou zástupců zaměstnavatelů (Kořen obecné) a dvou dělnických; jak zástupce úrazové pojišťovny jedna strana, dělníci druhá, k nimž pro jednotlivé případy přiberá se lékař vrchní úrazové pojišťovny. <box>629 1403 922 1561</box>
table-cell: — <box>1397 287 1432 299</box>
column-5 <box>1243 16 1536 1985</box>
article-paragraph: Nicméně vydáno nařízení ono i letošního roku. Jiné opatření, jež nikterak nelze odůvodniti, jest zákaz dovozu i vývozu, potahem dovozu dobytka, jež nařizuje se v zemích této polovice říše na sporných hranicích. <box>322 330 615 382</box>
subheading-fuel: Petrolej. <box>1361 856 1418 870</box>
article-paragraph: Hranice zemské uzavírají se nejmě proti zemím, jichž veterinárská policie nezajišťuje dostatečných záruk proti zavlečení morů. <box>322 576 615 615</box>
article-paragraph: Nařízení, dle něhož dovoleno odváděti jateční dobytek jen z nezamořených míst*) uzavřených okresů, vydáno ostatně po náhledu našem zcela protizákonně, jak vysvítá zřejmě z provozovacího nařízení odst. 2. a) vydaného nařízením ministerským ze dne 8. pros. 1880 říš. zák. č. 172 k § 26. zákona o morech zvířecích. V nařízení tom jest totiž předepsáno, že dobytek, přes nějž vzniknouti nákaza jest smí, jenom i i po sucheto ilaž do jatek bez odvěti z čase zpraveno od úřadu okresního obecný je prohlížen. <box>16 1161 309 1280</box>
article-paragraph: Na odůvodnění krutých zvěropolicejních opatření roku loňského také tvrzeno, že slintavka v kulhavka obrovské (?) škody hospodářské má v zápětí. Však obecně známosti, že škody tyto nikterak nejsou obrovské, že ale obyvklými opatřeními proti nákaze té sveém až obrovsky se zveličují, nehodláme pro dnes rozví-nouti onoho tvrzeni šíreji dokazovati, až máme za to, že jen toto pochybnění stanoviska vcelkové svislé spůsobilo, pod němž témář od úvozu ve hospodářů nasli upi; poukázati musime však na další zjevnou neshodu, která v tom vězí, odporučuje-li se zúmyslné nakažení dobytka nemocí, o které vyhlašuje se, že obrovský jest škodná. <box>16 449 309 607</box>
table-cell: 50·50 <box>1397 276 1432 287</box>
spirit-price-table <box>1243 276 1536 357</box>
article-paragraph: Aby, neztratili nám celou pozornost naší pilný naslouchání, chceme dodati, že ojedinělé poměry jsou v celé naší zemi takové, že jde jen o takové předpoklady, a s ním jenom celého užitkového provozu jsou nesprávných předpokladů, nějak jak nemocná a málo sloužený provedl, spolu se to i k vyhladovění a k nejhorším dolorům. <box>629 751 922 829</box>
table-cell: Líh čištěný z Prahy tranzito <box>1243 276 1398 287</box>
section-heading-markets: Trhy na zboží. <box>1012 1152 1153 1172</box>
article-paragraph: Můžeme to vzhledem k odstavci 2. a) těžko nařízení považovati jen za nedokonalou stylisaci, jaká v nařízeních zvěropolicejních bohužel na více místech ještě se vyskytuje. <box>322 181 615 233</box>
column-rule <box>1237 16 1238 1985</box>
table-cell: — <box>1432 287 1466 299</box>
article-paragraph: Podle rozhodnutí smírčího soudu, že úrazová povinna jest vyplácet Sadlerovi 30% výdělku, totiž 75 zl. 24 kr. ročně. Další požadavek žalobce zamítnut, ježto Sadler nemůže být považován za úplně nespůsobilého ku práci. <box>936 407 1229 459</box>
table-cell: — <box>1397 333 1432 345</box>
column-6 <box>1550 16 1860 1985</box>
table-cell: z trati Českobudějovické <box>1243 322 1398 333</box>
table-row <box>1243 345 1536 357</box>
article-paragraph: 30·50, kostky srovnané zl. 32·— až zl. 33·—, kostky neurovnané zl. 31·25 až zl. 31·75, cukrová moučka v bednách zl. 31·50 až zl. 32·—, cukrová moučka v pytlech zl. 30·75 až zl. 31·50. <box>1243 17 1536 68</box>
section-divider <box>936 1060 1229 1061</box>
article-paragraph: Posledním případem byl spor Frant. Urbana, 38letého dělníka v cukrovaru zámeckém, který v práci přišel dne 18. listopadu 1889 k úrazu nohou. Když by propuštěn z nemocnice a než dostal nohu do zdraví, upadl ve svém bytě a naraziv si tak stále nohu již zraněnou. Úrazová však nepřiznala zdejší ničeho, ježto úraz v bytě nesouvisí s prací. Proto dostal žalovaný pojištěnec za škody pouze náhradu léčení. Žalobce žádal plný důchod. <box>936 948 1229 1053</box>
table-row <box>1243 276 1536 287</box>
table-cell: 13·75 <box>1466 322 1501 333</box>
article-paragraph: Odklizení uvedených zde, nadále neuznatelných poměrů uvůzaných zadoucno jest za jisté stejně jak v zájmu zemé, tak i státu, a proto obracime pozornost k. místodržitelství ku věcí této, jiouce pevně přesvědčeni, že jím místodržitelství uzná souhlas nás výtky na nesprávnosti, a že dálo z toho pochodu, i že jím jestliže je zloupenou v té průběhu jeho v naší zemi důraz i ucho na zadná vladařov. <box>629 111 922 216</box>
article-paragraph: Co při nákaze at zvířat, ať lidí znamená rychlá evakuace, pochopitelno jest i laikovi a ústavní zákonodárce evakuaci stáje, tedy místností poměrně malé, za vhodnou, nelze míti za to, že by byl chtěl evakuaci místnosti velké, jakou jest uzavřené obec anebo uzavřené území zakázati, ba ještě víc, že by tím, že by užívání veškerého stálého materiálu nákaze podléhající jest nahromaděn, zakázati. <box>322 236 615 327</box>
column-rule <box>930 16 931 1985</box>
table-cell: 14·75 <box>1501 333 1535 345</box>
table-cell: 14·25 <box>1466 287 1501 299</box>
article-paragraph: Záznamy »Prager Zuckermarktu« (org. spolek průmyslu cukr. v Čechách). Při obchodě ve velkém nebo při prodeji menších částek za hotové poptávku s vývozem do Hamburku: zl. 32·50 až zl. 32·75, zl. 31·75 až zl. 32·00, zl. 31·25 až zl. 31·50, zl. 31·00 až zl. 31·25; surovina zl. 15·00, zl. 13·50 až zl. 13·75, mikrobel zl. 12·00. <box>936 1618 1229 1696</box>
article-paragraph: musile zatajení nákazy; nevíme, komu náleží priorita tohoto objevu a nehodláme také neomylnost jeho vyvracet, jestiť zjevna každému, komu známo, že charakteristickou vlastností právě slintavky jest, že rozšiřuje se rychle nejen po obcích ale i po celých krajinách a že často průběhem krátké doby celé říše zachvátí. Pominouti však nemůžeme odporu v opatřeních proti jmenované nákaze, který přímo do očí bije. <box>16 17 309 121</box>
article-paragraph: V Praze, 29. října. Na zdejší burse znamenalo se dnes za 10.000 litr. proc. ve velkém: líh pohotový kontingentní, nekontingentní: <box>1243 234 1536 272</box>
article-paragraph: Na to zasedali za soud nový členové: jako zaměstnavatelů přísedící pp. Rodihammrs, MDr. Pietříkovského a Aug. Fischera zasedli za dělnictvo pp. MUDr. František Werich, docent lékař v Karlíně, Eduard Kbodl, majitel hotelu v Plzni, a Jos. Cafourek, strojník na trati Vinohradech. <box>936 462 1229 540</box>
article-paragraph: Mylný tento výklad zákona, s nímž shledáváme se ve všech zemích Čislajtanie, musí překvapiti, a omluviti jej lze částečně jen nedokonalou stylisací §§ 4. a 5., v nichž stojí (ze zákona doslovně): »cizozemské« (Ausland), onde zase »sousední země« (Nachbarland), ač správné stálí by mělo však: bud »cizozemsko« aneb »sousední cizozemsko«. <box>322 466 615 545</box>
table-cell: — <box>1432 299 1466 310</box>
section-divider <box>1243 1296 1536 1297</box>
table-cell: 14·25 <box>1466 345 1501 357</box>
article-paragraph: Navržené opatření však aby muselo k zakáze samozřejmě také tato cesta jiné vydaná zemím větším pronikat v náš velký tak k tomu, že by při eminentně panzootickém rázu slintavky sotva celé armády stačily místa zamořená uzavřiti. <box>629 682 922 748</box>
table-cell: — <box>1432 310 1466 322</box>
article-paragraph: Jak prospěšno takovou i odbornici mnohou zváti očkováním, jest nepochopitelno; my nazváti můžeme to jen nejsurovějším spůsobem nakažení, jakým se slintavka nikdy přirozeně s dobytčete na dobytče nešíří. Povaha tohoto očkování (?) slintavky jest také dle toho; neboť se nikterak od slintavky přirozeně povstalé, ano nezřídka následkem úrazů mechanických dobytče očkované o mnoho déle churaví. <box>16 272 309 377</box>
column-2 <box>322 16 615 1985</box>
article-paragraph: Má-li docílena býti náprava úspěšná, nutno především proti tomuto, dnes jen doktrináři a theoretiky bájenému náhledu se postaviti. <box>629 452 922 490</box>
section-heading-court: Ze soudní síně. <box>681 1336 870 1363</box>
footnote: *) Rozumějí »obcí« dle kontextu dotčených nařízení. <box>16 1284 309 1298</box>
article-paragraph: Návrhu tohoto velice jest litovati, jelikož že podán byl mohl aborem, jehož většina členů jsou, aneb aspoň mají být odborníků znalí právě, tak v zájmu zemědělském, aby v předním místě jsme protestovali, pročez aby dobytkář hospodář doma nemuseli po moci prostředky návrh na ní jakož se podati, ne ani konání návrhu podnětí zkoušky zamítnuto byl jen ty návrh, uvedeme. <box>629 588 922 679</box>
article-paragraph: Pravé příčiny vznikání nákaz dobytčích na obce zbyli skoro celé nenáležitě obědnávání ve zemi chovy. <box>322 1226 615 1251</box>
article-paragraph: V Praze, 29. října. (Záznam pražské bursy.) Řepka zimní, suchá, pohotová zl. 12·75 až zl. 13·— za 100 kilogr. <box>1243 530 1536 555</box>
table-cell: 14·50 <box>1501 287 1535 299</box>
subheading-caption: úrazové pojišťovny dělnické pro království české. <box>647 1389 904 1401</box>
article-paragraph: Na trzích evropských jest situace dosti klidná; Liverpool, ač má dosti značnou zásobu, nemůže cen stlačiti. Následkem toho jsou ceny tamější stále dosti pevné a zejména v posledních dnech stoupaly. Na trzích evropských obchod s přízí dosti čilý; dobré zprávy přicházejí z Anglie, kde předení je v plném proudu. <box>1243 1156 1536 1234</box>
subheading-coffee: Káva. <box>1371 127 1408 141</box>
column-1 <box>16 16 309 1985</box>
